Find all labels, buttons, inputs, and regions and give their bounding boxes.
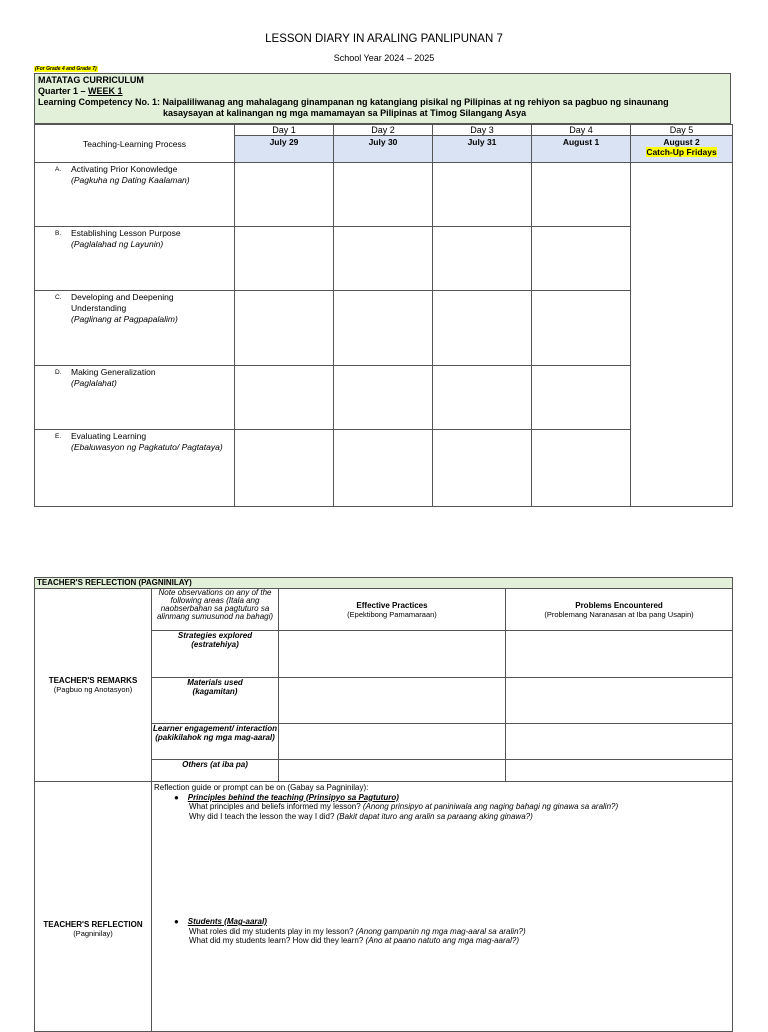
day-5-date: August 2 [663, 137, 700, 147]
entry-cell[interactable] [532, 163, 631, 227]
area-materials [152, 678, 279, 724]
guide-line [154, 927, 730, 937]
page-title: LESSON DIARY IN ARALING PANLIPUNAN 7 [265, 33, 503, 45]
guide-question-translation: (Anong gampanin ng mga mag-aaral sa aralin?) [355, 926, 526, 936]
guide-question-translation: (Ano at paano natuto ang mga mag-aaral?) [365, 936, 519, 945]
teachers-reflection-title: TEACHER'S REFLECTION [43, 920, 143, 929]
process-a-letter: A. [55, 166, 62, 173]
entry-cell[interactable] [235, 430, 334, 507]
curriculum-label: MATATAG CURRICULUM [38, 75, 144, 85]
catch-up-fridays: Catch-Up Fridays [646, 147, 717, 157]
reflection-table [34, 577, 733, 1032]
process-e-text: Evaluating Learning [71, 431, 147, 441]
entry-cell[interactable] [433, 430, 532, 507]
guide-item-students: ● Students (Mag-aaral) [174, 917, 267, 926]
process-b-italic: (Paglalahad ng Layunin) [71, 239, 164, 249]
process-a-text: Activating Prior Konowledge [71, 164, 178, 174]
entry-cell[interactable] [279, 631, 506, 678]
problems-encountered-title: Problems Encountered [575, 600, 663, 610]
lesson-plan-table [34, 124, 733, 507]
process-b-text: Establishing Lesson Purpose [71, 228, 181, 238]
entry-cell[interactable] [279, 678, 506, 724]
teachers-remarks-cell [35, 589, 152, 782]
entry-cell[interactable] [506, 631, 733, 678]
process-c-letter: C. [55, 294, 62, 301]
reflection-guide[interactable] [152, 782, 733, 1032]
day-3-label: Day 3 [433, 125, 532, 136]
process-c-italic: (Paglinang at Pagpapalalim) [71, 314, 178, 324]
area-strategies-sub: (estratehiya) [191, 640, 239, 649]
day-2-label: Day 2 [334, 125, 433, 136]
day-1-date: July 29 [235, 136, 334, 163]
entry-cell[interactable] [334, 291, 433, 366]
entry-cell[interactable] [532, 291, 631, 366]
process-a-italic: (Pagkuha ng Dating Kaalaman) [71, 175, 190, 185]
area-others [152, 760, 279, 782]
entry-cell[interactable] [506, 724, 733, 760]
effective-practices-sub: (Epektibong Pamamaraan) [347, 609, 437, 619]
problems-encountered-sub: (Problemang Naranasan at Iba pang Usapin) [544, 609, 694, 619]
process-e [35, 430, 235, 507]
entry-cell[interactable] [334, 227, 433, 291]
entry-cell[interactable] [334, 366, 433, 430]
area-engagement-sub: (pakikilahok ng mga mag-aaral) [155, 733, 275, 742]
teachers-reflection-sub: (Pagninilay) [73, 929, 113, 938]
process-a [35, 163, 235, 227]
process-d [35, 366, 235, 430]
area-engagement-label: Learner engagement/ interaction [152, 724, 278, 733]
guide-question: What principles and beliefs informed my lesson? [189, 802, 363, 811]
guide-line [154, 936, 730, 946]
guide-question: What roles did my students play in my lesson? [189, 926, 356, 936]
entry-cell[interactable] [235, 163, 334, 227]
day-3-date: July 31 [433, 136, 532, 163]
entry-cell[interactable] [506, 760, 733, 782]
entry-cell[interactable] [235, 227, 334, 291]
entry-cell[interactable] [235, 366, 334, 430]
entry-cell[interactable] [506, 678, 733, 724]
process-c [35, 291, 235, 366]
teachers-reflection-cell [35, 782, 152, 1032]
day-5-column[interactable] [631, 163, 733, 507]
entry-cell[interactable] [433, 366, 532, 430]
reflection-heading: TEACHER'S REFLECTION (PAGNINILAY) [35, 578, 733, 589]
entry-cell[interactable] [532, 366, 631, 430]
entry-cell[interactable] [334, 430, 433, 507]
guide-line [154, 802, 730, 812]
process-header: Teaching-Learning Process [35, 125, 235, 163]
observation-note: Note observations on any of the following areas (Itala ang naobserbahan sa pagtuturo sa alinmang sumusunod na bahagi) [152, 589, 279, 631]
entry-cell[interactable] [279, 724, 506, 760]
entry-cell[interactable] [433, 291, 532, 366]
quarter-prefix: Quarter 1 – [38, 86, 89, 96]
entry-cell[interactable] [433, 227, 532, 291]
area-others-label: Others (at iba pa) [182, 760, 248, 769]
quarter-line [38, 86, 727, 97]
effective-practices-title: Effective Practices [356, 600, 428, 610]
effective-practices-header [279, 589, 506, 631]
process-d-text: Making Generalization [71, 367, 156, 377]
process-e-letter: E. [55, 433, 62, 440]
school-year: School Year 2024 – 2025 [333, 53, 435, 63]
problems-encountered-header [506, 589, 733, 631]
area-materials-sub: (kagamitan) [192, 687, 238, 696]
guide-heading-students: Students (Mag-aaral) [187, 917, 267, 926]
teachers-remarks-title: TEACHER'S REMARKS [48, 676, 138, 685]
process-c-text: Developing and Deepening Understanding [71, 292, 174, 313]
curriculum-header [34, 73, 731, 124]
area-strategies [152, 631, 279, 678]
process-d-letter: D. [55, 369, 62, 376]
day-5-label: Day 5 [631, 125, 733, 136]
guide-item-principles: ● Principles behind the teaching (Prinsipyo sa Pagtuturo) [174, 792, 399, 802]
guide-heading-principles: Principles behind the teaching (Prinsipyo sa Pagtuturo) [187, 792, 399, 802]
teachers-remarks-sub: (Pagbuo ng Anotasyon) [53, 685, 133, 694]
process-d-italic: (Paglalahat) [71, 378, 117, 388]
day-1-label: Day 1 [235, 125, 334, 136]
entry-cell[interactable] [532, 430, 631, 507]
entry-cell[interactable] [334, 163, 433, 227]
competency-line-1: Learning Competency No. 1: Naipaliliwanag ang mahalagang ginampanan ng katangiang pisikal ng Pilipinas at ng rehiyon sa pagbuo ng sinaunang [38, 97, 669, 107]
guide-question: Why did I teach the lesson the way I did? [189, 811, 337, 821]
guide-question: What did my students learn? How did they learn? [189, 936, 366, 945]
entry-cell[interactable] [279, 760, 506, 782]
entry-cell[interactable] [433, 163, 532, 227]
area-engagement [152, 724, 279, 760]
process-b-letter: B. [55, 230, 62, 237]
day-5-cell [631, 136, 733, 163]
competency-line-2: kasaysayan at kalinangan ng mga mamamayan sa Pilipinas at Timog Silangang Asya [163, 108, 527, 118]
day-4-label: Day 4 [532, 125, 631, 136]
area-materials-label: Materials used [187, 678, 243, 687]
guide-question-translation: (Anong prinsipyo at paniniwala ang naging bahagi ng ginawa sa aralin?) [362, 802, 619, 811]
entry-cell[interactable] [532, 227, 631, 291]
area-strategies-label: Strategies explored [177, 631, 253, 640]
process-b [35, 227, 235, 291]
guide-question-translation: (Bakit dapat ituro ang aralin sa paraang aking ginawa?) [336, 811, 533, 821]
day-2-date: July 30 [334, 136, 433, 163]
guide-intro: Reflection guide or prompt can be on (Gabay sa Pagninilay): [154, 783, 369, 792]
guide-line [154, 812, 730, 822]
entry-cell[interactable] [235, 291, 334, 366]
grade-note: (For Grade 4 and Grade 7) [35, 66, 97, 72]
week-label: WEEK 1 [88, 86, 123, 96]
process-e-italic: (Ebaluwasyon ng Pagkatuto/ Pagtataya) [71, 442, 223, 452]
day-4-date: August 1 [532, 136, 631, 163]
